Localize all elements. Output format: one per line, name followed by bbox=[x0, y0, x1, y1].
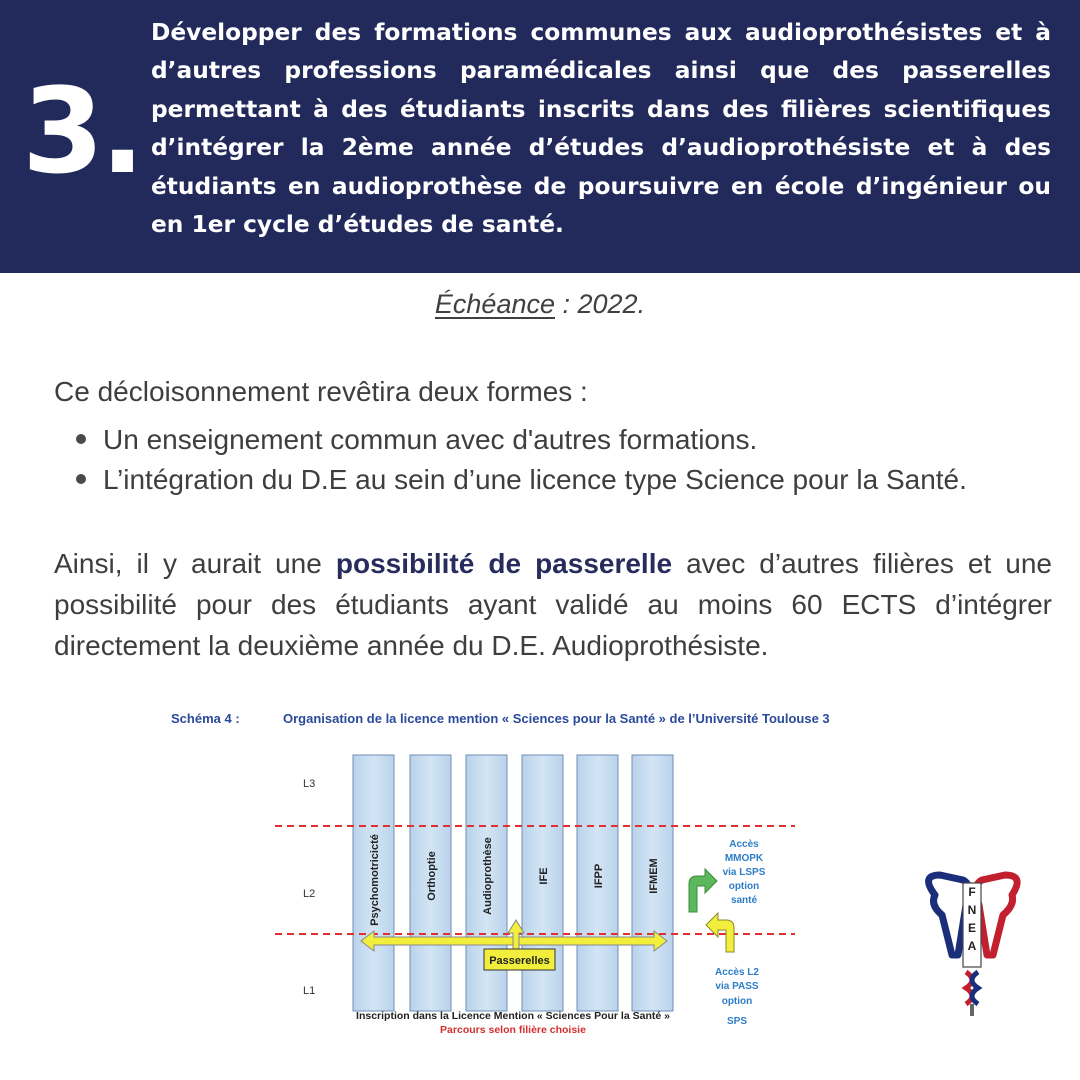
acces-top-line: MMOPK bbox=[724, 853, 764, 864]
svg-text:N: N bbox=[967, 903, 977, 917]
list-item-text: Un enseignement commun avec d'autres formations. bbox=[103, 424, 758, 455]
header-banner bbox=[0, 0, 1080, 273]
acces-top-line: santé bbox=[730, 895, 758, 906]
acces-top-line: option bbox=[728, 881, 760, 892]
column-label: IFPP bbox=[593, 863, 605, 889]
banner-title: Développer des formations communes aux audioprothésistes et à d’autres professions paramédicales ainsi que des passerelles permettant à des étudiants inscrits dans des filières scientifiques d’intégrer la 2ème année d’études d’audioprothésiste et à des étudiants en audioprothèse de poursuivre en école d’ingénieur ou en 1er cycle d’études de santé. bbox=[151, 19, 1051, 239]
deadline-label: Échéance bbox=[434, 289, 555, 319]
paragraph-highlight: possibilité de passerelle bbox=[335, 548, 673, 579]
logo-red-loop bbox=[976, 875, 1017, 955]
deadline-value: : 2022. bbox=[555, 289, 646, 319]
schema-diagram bbox=[0, 690, 1080, 1080]
column-label: Orthoptie bbox=[426, 851, 438, 901]
bullet-dot-icon bbox=[76, 474, 86, 484]
schema-footer-subtitle: Parcours selon filière choisie bbox=[440, 1024, 586, 1036]
access-arrow-green-icon bbox=[689, 869, 717, 912]
schema-label: Schéma 4 : bbox=[171, 711, 240, 726]
svg-text:E: E bbox=[967, 921, 977, 935]
level-l1: L1 bbox=[303, 985, 316, 997]
list-item bbox=[54, 460, 967, 500]
passerelles-arrows bbox=[361, 920, 667, 952]
acces-top-line: Accès bbox=[729, 839, 759, 850]
column-label: Audioprothèse bbox=[482, 837, 494, 915]
deadline bbox=[0, 284, 1080, 324]
column-label: IFE bbox=[538, 867, 550, 885]
acces-bottom-line: SPS bbox=[726, 1016, 748, 1027]
schema-title: Organisation de la licence mention « Sciences pour la Santé » de l’Université Toulouse 3 bbox=[283, 711, 830, 726]
level-l2: L2 bbox=[303, 888, 316, 900]
svg-text:F: F bbox=[968, 885, 976, 899]
column-label: Psychomotricicté bbox=[369, 834, 381, 926]
passerelles-label: Passerelles bbox=[489, 955, 550, 967]
logo-helix-blue bbox=[972, 972, 978, 1004]
program-columns bbox=[353, 755, 673, 1011]
bullet-dot-icon bbox=[76, 434, 86, 444]
list-item bbox=[54, 420, 967, 460]
section-number: 3. bbox=[22, 62, 141, 200]
acces-top-line: via LSPS bbox=[722, 867, 766, 878]
fnea-logo bbox=[929, 875, 1018, 1016]
schema-footer: Inscription dans la Licence Mention « Sciences Pour la Santé » bbox=[356, 1010, 670, 1022]
list-item-text: L’intégration du D.E au sein d’une licence type Science pour la Santé. bbox=[103, 464, 967, 495]
paragraph-end: avec d’autres filières et une possibilité pour des étudiants ayant validé au moins 60 ECTS d’intégrer directement la deuxième année du D.E. Audioprothésiste. bbox=[54, 548, 1052, 661]
acces-bottom-line: option bbox=[721, 996, 753, 1007]
level-l3: L3 bbox=[303, 778, 316, 790]
acces-bottom-line: Accès L2 bbox=[715, 967, 759, 978]
bullet-list bbox=[54, 420, 967, 500]
body-paragraph bbox=[54, 543, 1052, 666]
svg-text:A: A bbox=[967, 939, 977, 953]
intro-text: Ce décloisonnement revêtira deux formes : bbox=[54, 376, 588, 407]
access-arrow-yellow-icon bbox=[706, 913, 734, 952]
acces-bottom-line: via PASS bbox=[715, 981, 759, 992]
column-label: IFMEM bbox=[648, 858, 660, 894]
paragraph-start: Ainsi, il y aurait une bbox=[54, 548, 336, 579]
